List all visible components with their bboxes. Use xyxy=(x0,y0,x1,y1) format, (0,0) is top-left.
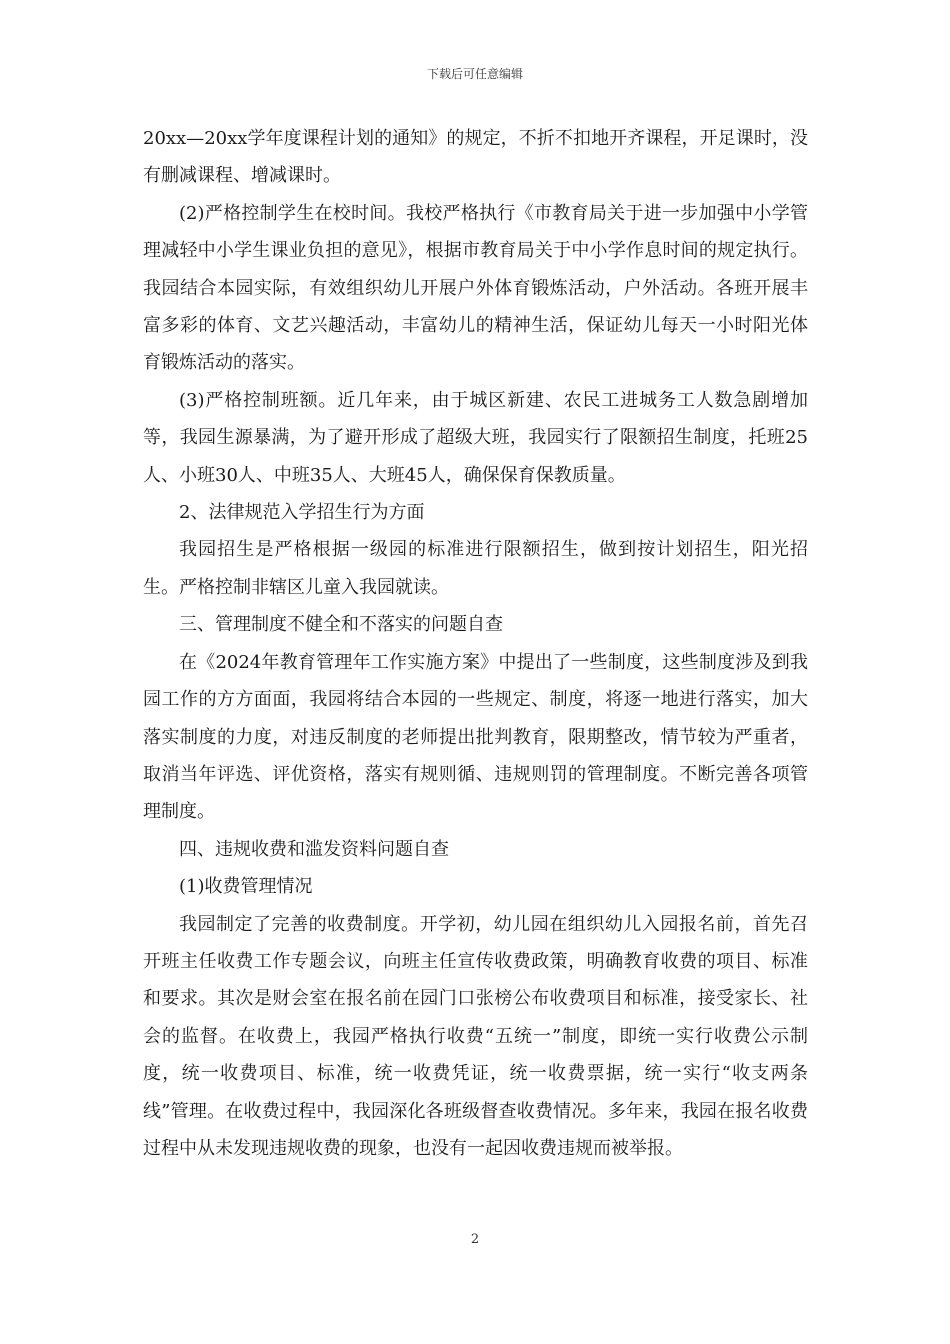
page-number: 2 xyxy=(470,1232,480,1247)
section-heading-3: 三、管理制度不健全和不落实的问题自查 xyxy=(179,614,503,636)
paragraph-5: 我园招生是严格根据一级园的标准进行限额招生，做到按计划招生，阳光招生。严格控制非辖区儿童入我园就读。 xyxy=(143,539,808,598)
paragraph-1: 20xx—20xx学年度课程计划的通知》的规定，不折不扣地开齐课程，开足课时，没有删减课程、增减课时。 xyxy=(143,128,808,187)
paragraph-3: (3)严格控制班额。近几年来，由于城区新建、农民工进城务工人数急剧增加等，我园生源暴满，为了避开形成了超级大班，我园实行了限额招生制度，托班25人、小班30人、中班35人、大班45人，确保保育保教质量。 xyxy=(143,389,808,486)
paragraph-2: (2)严格控制学生在校时间。我校严格执行《市教育局关于进一步加强中小学管理减轻中小学生课业负担的意见》，根据市教育局关于中小学作息时间的规定执行。我园结合本园实际，有效组织幼儿开展户外体育锻炼活动，户外活动。各班开展丰富多彩的体育、文艺兴趣活动，丰富幼儿的精神生活，保证幼儿每天一小时阳光体育锻炼活动的落实。 xyxy=(143,202,808,374)
document-body xyxy=(143,120,808,1167)
paragraph-10: 我园制定了完善的收费制度。开学初，幼儿园在组织幼儿入园报名前，首先召开班主任收费工作专题会议，向班主任宣传收费政策，明确教育收费的项目、标准和要求。其次是财会室在报名前在园门口张榜公布收费项目和标准，接受家长、社会的监督。在收费上，我园严格执行收费“五统一”制度，即统一实行收费公示制度，统一收费项目、标准，统一收费凭证，统一收费票据，统一实行“收支两条线”管理。在收费过程中，我园深化各班级督查收费情况。多年来，我园在报名收费过程中从未发现违规收费的现象，也没有一起因收费违规而被举报。 xyxy=(143,913,808,1159)
subheading-fee-management: (1)收费管理情况 xyxy=(179,876,313,898)
section-heading-2: 2、法律规范入学招生行为方面 xyxy=(179,502,425,524)
page-header: 下载后可任意编辑 xyxy=(426,67,523,81)
section-heading-4: 四、违规收费和滥发资料问题自查 xyxy=(179,838,449,860)
paragraph-7: 在《2024年教育管理年工作实施方案》中提出了一些制度，这些制度涉及到我园工作的方方面面，我园将结合本园的一些规定、制度，将逐一地进行落实，加大落实制度的力度，对违反制度的老师提出批判教育，限期整改，情节较为严重者，取消当年评选、评优资格，落实有规则循、违规则罚的管理制度。不断完善各项管理制度。 xyxy=(143,651,808,823)
